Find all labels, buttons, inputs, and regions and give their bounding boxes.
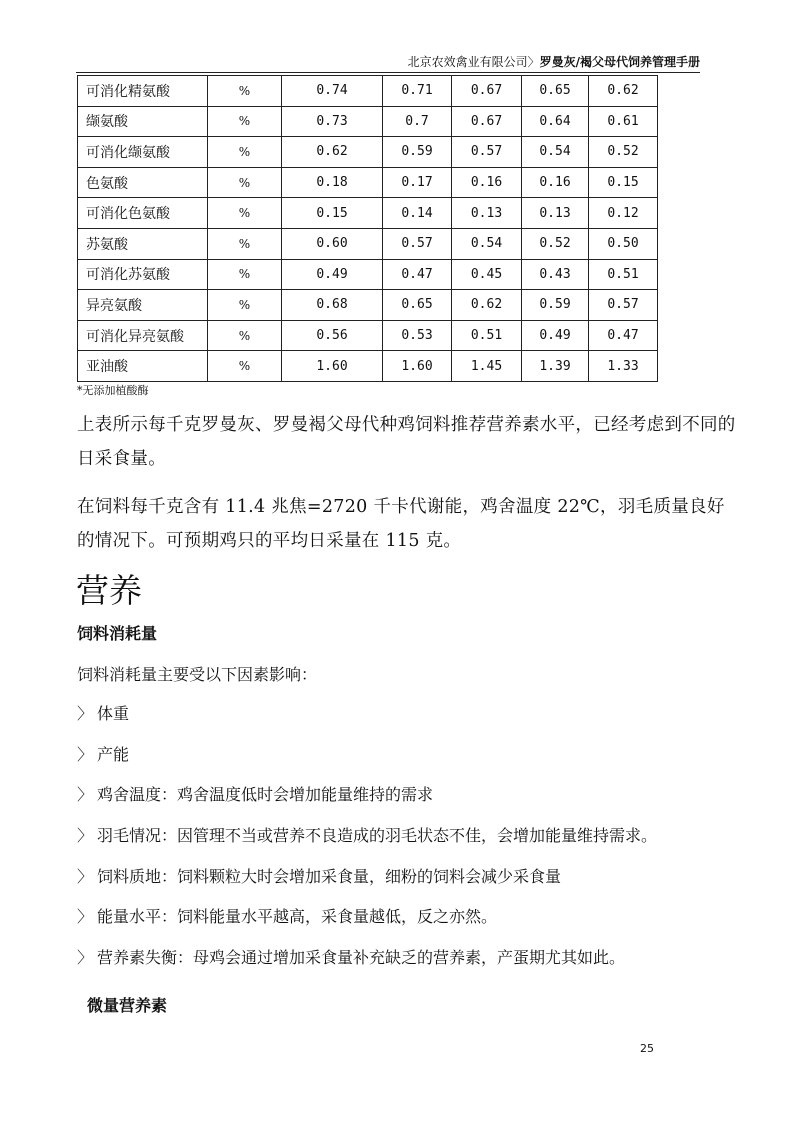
table-row: [78, 351, 658, 382]
value-cell: 0.47: [383, 259, 452, 290]
value-cell: 0.15: [282, 198, 383, 229]
value-cell: 0.18: [282, 167, 383, 198]
value-cell: 0.52: [522, 228, 589, 259]
factor-text: 羽毛情况：因管理不当或营养不良造成的羽毛状态不佳，会增加能量维持需求。: [97, 826, 658, 846]
table-footnote: *无添加植酸酶: [77, 384, 149, 397]
value-cell: 0.57: [589, 290, 658, 321]
list-item: [77, 865, 757, 906]
table-row: [78, 290, 658, 321]
value-cell: 1.39: [522, 351, 589, 382]
table-row: [78, 198, 658, 229]
list-item: [77, 824, 757, 865]
value-cell: 1.60: [282, 351, 383, 382]
nutrient-name-cell: 苏氨酸: [78, 228, 208, 259]
value-cell: 0.54: [522, 137, 589, 168]
value-cell: 0.57: [452, 137, 522, 168]
value-cell: 0.16: [452, 167, 522, 198]
factor-text: 产能: [97, 744, 130, 764]
nutrient-name-cell: 亚油酸: [78, 351, 208, 382]
list-item: [77, 702, 757, 743]
value-cell: 0.62: [589, 76, 658, 107]
value-cell: 0.17: [383, 167, 452, 198]
value-cell: 0.57: [383, 228, 452, 259]
table-row: [78, 137, 658, 168]
value-cell: 0.67: [452, 106, 522, 137]
nutrient-name-cell: 可消化苏氨酸: [78, 259, 208, 290]
factor-list: [77, 702, 757, 987]
value-cell: 0.53: [383, 320, 452, 351]
table-row: [78, 228, 658, 259]
bullet-mark: 〉: [77, 785, 94, 805]
factor-text: 饲料质地：饲料颗粒大时会增加采食量，细粉的饲料会减少采食量: [97, 866, 562, 886]
value-cell: 0.51: [452, 320, 522, 351]
unit-cell: %: [208, 228, 282, 259]
value-cell: 0.56: [282, 320, 383, 351]
factors-intro: 饲料消耗量主要受以下因素影响：: [77, 665, 318, 684]
value-cell: 0.64: [522, 106, 589, 137]
value-cell: 0.67: [452, 76, 522, 107]
value-cell: 0.59: [383, 137, 452, 168]
unit-cell: %: [208, 137, 282, 168]
nutrient-name-cell: 可消化缬氨酸: [78, 137, 208, 168]
list-item: [77, 783, 757, 824]
bullet-mark: 〉: [77, 744, 94, 764]
nutrient-name-cell: 缬氨酸: [78, 106, 208, 137]
value-cell: 0.16: [522, 167, 589, 198]
unit-cell: %: [208, 351, 282, 382]
value-cell: 0.12: [589, 198, 658, 229]
table-row: [78, 320, 658, 351]
value-cell: 0.73: [282, 106, 383, 137]
value-cell: 0.65: [383, 290, 452, 321]
value-cell: 1.60: [383, 351, 452, 382]
table-row: [78, 76, 658, 107]
value-cell: 0.51: [589, 259, 658, 290]
value-cell: 0.74: [282, 76, 383, 107]
value-cell: 0.49: [522, 320, 589, 351]
value-cell: 1.33: [589, 351, 658, 382]
unit-cell: %: [208, 106, 282, 137]
bullet-mark: 〉: [77, 866, 94, 886]
factor-text: 能量水平：饲料能量水平越高，采食量越低，反之亦然。: [97, 907, 498, 927]
factor-text: 鸡舍温度：鸡舍温度低时会增加能量维持的需求: [97, 785, 434, 805]
factor-text: 营养素失衡：母鸡会通过增加采食量补充缺乏的营养素，产蛋期尤其如此。: [97, 948, 626, 968]
unit-cell: %: [208, 198, 282, 229]
value-cell: 0.45: [452, 259, 522, 290]
value-cell: 0.14: [383, 198, 452, 229]
value-cell: 0.60: [282, 228, 383, 259]
page-number: 25: [640, 1042, 654, 1055]
unit-cell: %: [208, 76, 282, 107]
nutrient-table: [77, 75, 658, 382]
list-item: [77, 905, 757, 946]
unit-cell: %: [208, 290, 282, 321]
value-cell: 0.13: [522, 198, 589, 229]
nutrient-name-cell: 可消化异亮氨酸: [78, 320, 208, 351]
unit-cell: %: [208, 320, 282, 351]
paragraph-feed-intake: 在饲料每千克含有 11.4 兆焦=2720 千卡代谢能，鸡舍温度 22℃，羽毛质量良好的情况下。可预期鸡只的平均日采量在 115 克。: [77, 497, 725, 551]
nutrient-name-cell: 异亮氨酸: [78, 290, 208, 321]
value-cell: 0.47: [589, 320, 658, 351]
section-title: 营养: [76, 571, 142, 610]
paragraph-recommendation: 上表所示每千克罗曼灰、罗曼褐父母代种鸡饲料推荐营养素水平，已经考虑到不同的日采食量。: [77, 415, 736, 469]
unit-cell: %: [208, 259, 282, 290]
header-manual-title: 罗曼灰/褐父母代饲养管理手册: [539, 55, 700, 69]
value-cell: 0.43: [522, 259, 589, 290]
value-cell: 0.61: [589, 106, 658, 137]
header-company: 北京农效禽业有限公司〉: [407, 55, 540, 69]
subheading-micronutrients: 微量营养素: [87, 996, 168, 1015]
value-cell: 0.68: [282, 290, 383, 321]
subheading-feed-consumption: 饲料消耗量: [77, 624, 158, 643]
value-cell: 1.45: [452, 351, 522, 382]
value-cell: 0.71: [383, 76, 452, 107]
list-item: [77, 946, 757, 987]
value-cell: 0.65: [522, 76, 589, 107]
nutrient-name-cell: 色氨酸: [78, 167, 208, 198]
value-cell: 0.7: [383, 106, 452, 137]
value-cell: 0.50: [589, 228, 658, 259]
value-cell: 0.15: [589, 167, 658, 198]
table-row: [78, 259, 658, 290]
bullet-mark: 〉: [77, 948, 94, 968]
bullet-mark: 〉: [77, 704, 94, 723]
unit-cell: %: [208, 167, 282, 198]
value-cell: 0.52: [589, 137, 658, 168]
page-header: [76, 52, 700, 73]
nutrient-name-cell: 可消化精氨酸: [78, 76, 208, 107]
bullet-mark: 〉: [77, 826, 94, 846]
table-row: [78, 106, 658, 137]
value-cell: 0.62: [452, 290, 522, 321]
value-cell: 0.49: [282, 259, 383, 290]
factor-text: 体重: [97, 704, 130, 723]
value-cell: 0.62: [282, 137, 383, 168]
value-cell: 0.13: [452, 198, 522, 229]
nutrient-name-cell: 可消化色氨酸: [78, 198, 208, 229]
bullet-mark: 〉: [77, 907, 94, 927]
value-cell: 0.59: [522, 290, 589, 321]
value-cell: 0.54: [452, 228, 522, 259]
table-row: [78, 167, 658, 198]
list-item: [77, 743, 757, 784]
